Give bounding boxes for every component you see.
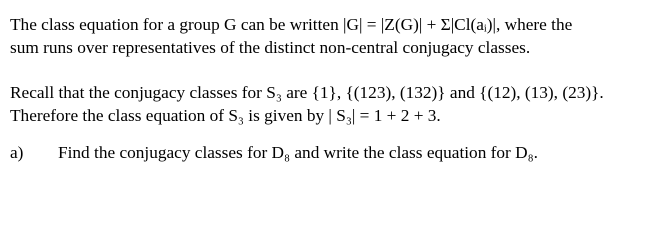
question-text: Find the conjugacy classes for D₈ and write the class equation for D₈. (58, 143, 538, 162)
paragraph-s3-example (10, 81, 604, 127)
paragraph-line: Recall that the conjugacy classes for S₃ are {1}, {(123), (132)} and {(12), (13), (23)}. (10, 83, 604, 102)
paragraph-line: sum runs over representatives of the distinct non-central conjugacy classes. (10, 38, 531, 57)
paragraph-line: Therefore the class equation of S₃ is given by | S₃| = 1 + 2 + 3. (10, 106, 441, 125)
question-label: a) (10, 143, 24, 162)
paragraph-class-equation (10, 13, 572, 59)
paragraph-line: The class equation for a group G can be written |G| = |Z(G)| + Σ|Cl(aᵢ)|, where the (10, 15, 573, 34)
question-a (10, 141, 538, 164)
